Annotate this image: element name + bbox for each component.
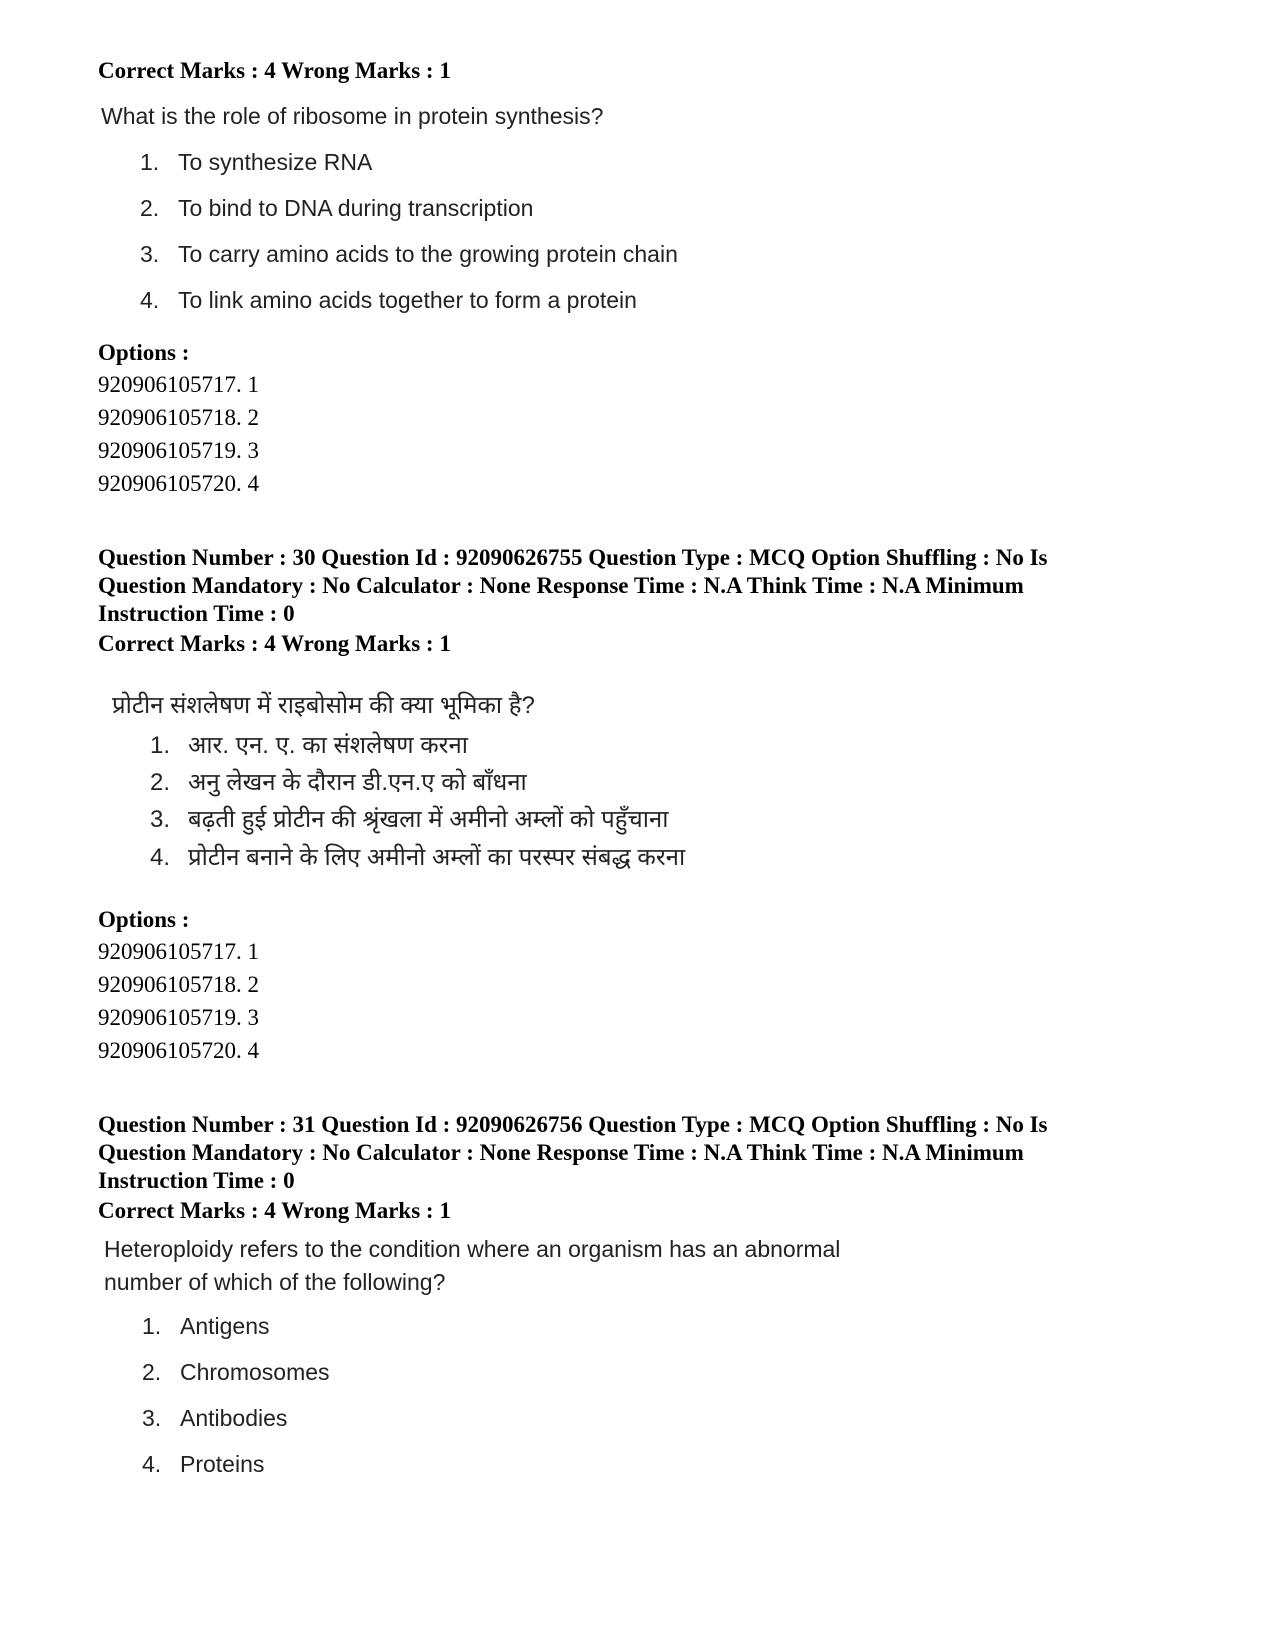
choice-text: Antibodies (180, 1405, 288, 1431)
choice-number: 2. (140, 195, 160, 221)
choice-number: 1. (150, 732, 171, 759)
choice-item (140, 287, 637, 314)
question-text-line: Heteroploidy refers to the condition where an organism has an abnormal (104, 1236, 841, 1262)
option-id-row: 920906105719. 3 (98, 1005, 259, 1030)
choice-item (140, 241, 678, 268)
option-id-row: 920906105720. 4 (98, 1038, 259, 1063)
option-id-row: 920906105718. 2 (98, 405, 259, 430)
choice-number: 1. (140, 149, 160, 175)
choice-item (140, 195, 533, 222)
question-meta-line: Question Mandatory : No Calculator : None Response Time : N.A Think Time : N.A Minimum (98, 1140, 1024, 1165)
marks-line: Correct Marks : 4 Wrong Marks : 1 (98, 1198, 451, 1223)
choice-number: 2. (142, 1359, 162, 1385)
question-meta-line: Question Number : 31 Question Id : 92090626756 Question Type : MCQ Option Shuffling : No Is (98, 1112, 1048, 1137)
choice-item (142, 1405, 287, 1432)
question-meta-line: Instruction Time : 0 (98, 1168, 295, 1193)
question-text-hindi: प्रोटीन संशलेषण में राइबोसोम की क्या भूमिका है? (112, 692, 535, 719)
choice-text: बढ़ती हुई प्रोटीन की श्रृंखला में अमीनो अम्लों को पहुँचाना (188, 806, 669, 833)
options-heading: Options : (98, 340, 190, 365)
question-text-line: number of which of the following? (104, 1269, 446, 1295)
marks-line: Correct Marks : 4 Wrong Marks : 1 (98, 631, 451, 656)
choice-item (142, 1313, 270, 1340)
question-text: What is the role of ribosome in protein synthesis? (101, 103, 604, 129)
choice-text: Chromosomes (180, 1359, 330, 1385)
question-meta (98, 1111, 1178, 1195)
choice-number: 3. (140, 241, 160, 267)
option-id-row: 920906105717. 1 (98, 372, 259, 397)
question-meta-line: Instruction Time : 0 (98, 601, 295, 626)
choice-text: अनु लेखन के दौरान डी.एन.ए को बाँधना (188, 769, 527, 796)
choice-number: 1. (142, 1313, 162, 1339)
choice-text: Antigens (180, 1313, 270, 1339)
question-meta (98, 544, 1178, 628)
choice-number: 2. (150, 769, 171, 796)
choice-text: आर. एन. ए. का संशलेषण करना (188, 732, 469, 759)
choice-item (150, 728, 468, 761)
choice-item (142, 1359, 330, 1386)
choice-item (150, 765, 527, 798)
option-id-row: 920906105719. 3 (98, 438, 259, 463)
question-text (104, 1236, 840, 1296)
choice-text: To bind to DNA during transcription (178, 195, 534, 221)
question-meta-line: Question Mandatory : No Calculator : None Response Time : N.A Think Time : N.A Minimum (98, 573, 1024, 598)
choice-number: 4. (150, 844, 171, 871)
marks-line: Correct Marks : 4 Wrong Marks : 1 (98, 58, 451, 83)
choice-number: 4. (140, 287, 160, 313)
choice-item (140, 149, 372, 176)
option-id-row: 920906105718. 2 (98, 972, 259, 997)
option-id-row: 920906105717. 1 (98, 939, 259, 964)
choice-item (150, 840, 685, 873)
choice-item (142, 1451, 264, 1478)
choice-text: Proteins (180, 1451, 265, 1477)
choice-text: To carry amino acids to the growing protein chain (178, 241, 678, 267)
choice-number: 4. (142, 1451, 162, 1477)
choice-item (150, 802, 668, 835)
question-meta-line: Question Number : 30 Question Id : 92090626755 Question Type : MCQ Option Shuffling : No Is (98, 545, 1048, 570)
choice-text: To link amino acids together to form a protein (178, 287, 637, 313)
choice-number: 3. (142, 1405, 162, 1431)
choice-text: To synthesize RNA (178, 149, 373, 175)
choice-number: 3. (150, 806, 171, 833)
choice-text: प्रोटीन बनाने के लिए अमीनो अम्लों का परस्पर संबद्ध करना (188, 844, 686, 871)
option-id-row: 920906105720. 4 (98, 471, 259, 496)
options-heading: Options : (98, 907, 190, 932)
